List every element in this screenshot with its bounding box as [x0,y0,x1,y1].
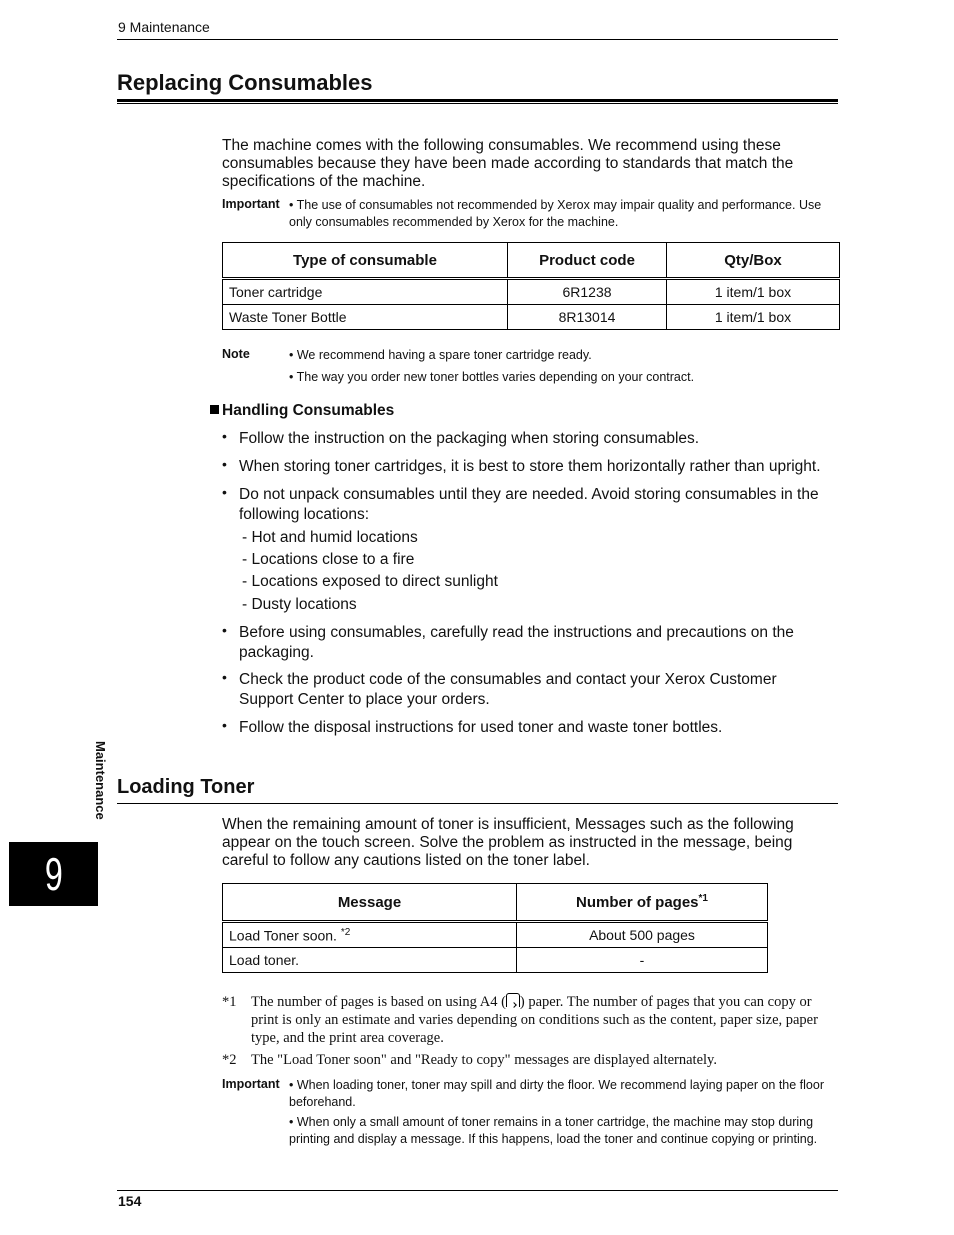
paper-orientation-icon [506,993,520,1007]
running-head: 9 Maintenance [118,19,210,35]
table-cell: 1 item/1 box [667,305,840,330]
toner-intro-paragraph: When the remaining amount of toner is insufficient, Messages such as the following appear on the touch screen. Solve the problem as instructed in the message, being careful to follow any cautions listed on the toner label. [222,816,794,869]
column-header: Product code [508,243,667,279]
bullet-icon: • [222,456,227,472]
table-cell: Waste Toner Bottle [223,305,508,330]
column-header: Qty/Box [667,243,840,279]
footer-rule [117,1190,838,1191]
toner-messages-table [222,883,768,973]
table-header-row [223,884,768,922]
side-tab-label: Maintenance [93,741,108,820]
bullet-icon: • [222,717,227,733]
section-title-rule [117,99,838,104]
column-header: Number of pages$^{*1}$ [517,884,768,922]
note-item: • We recommend having a spare toner cartridge ready. [289,348,592,362]
consumables-table [222,242,840,330]
chapter-tab: 9 [9,842,98,906]
intro-paragraph: The machine comes with the following consumables. We recommend using these consumables because they have been made according to standards that match the specifications of the machine. [222,137,794,190]
bullet-icon: • [222,669,227,685]
table-cell: 8R13014 [508,305,667,330]
location-item: - Dusty locations [242,596,357,613]
footnote-text: The "Load Toner soon" and "Ready to copy" messages are displayed alternately. [251,1052,717,1068]
important-label: Important [222,1077,280,1091]
table-row [223,948,768,973]
important-label: Important [222,197,280,211]
location-item: - Hot and humid locations [242,529,418,546]
location-item: - Locations close to a fire [242,551,415,568]
square-bullet-icon [210,405,219,414]
bullet-icon: • [222,622,227,638]
important-text: • The use of consumables not recommended by Xerox may impair quality and performance. Use only consumables recommended by Xerox for the machine. [289,198,822,229]
table-cell: About 500 pages [517,922,768,948]
handling-consumables-heading: Handling Consumables [210,402,394,420]
table-cell: Toner cartridge [223,279,508,305]
section-title-loading-toner: Loading Toner [117,776,255,798]
footnote-text: The number of pages is based on using A4 ( ) paper. The number of pages that you can copy or print is only an estimate and varies depending on conditions such as the content, paper size, paper type, and the print area coverage. [251,994,818,1046]
header-rule [117,39,838,40]
table-cell: 6R1238 [508,279,667,305]
table-header-row [223,243,840,279]
column-header: Type of consumable [223,243,508,279]
column-header: Message [223,884,517,922]
section-title-rule [117,803,838,804]
bullet-icon: • [222,428,227,444]
table-cell: - [517,948,768,973]
table-row [223,922,768,948]
section-title-replacing-consumables: Replacing Consumables [117,70,373,95]
page-number: 154 [118,1193,142,1209]
footnote-mark: *1 [222,994,237,1010]
table-cell: Load Toner soon. $^{*2}$ [223,922,517,948]
note-item: • The way you order new toner bottles varies depending on your contract. [289,370,695,384]
table-cell: Load toner. [223,948,517,973]
table-row [223,305,840,330]
table-cell: 1 item/1 box [667,279,840,305]
location-item: - Locations exposed to direct sunlight [242,573,498,590]
important-item: • When only a small amount of toner remains in a toner cartridge, the machine may stop during printing and display a message. If this happens, load the toner and continue copying or printing. [289,1115,818,1146]
important-item: • When loading toner, toner may spill and dirty the floor. We recommend laying paper on the floor beforehand. [289,1078,824,1109]
footnote-mark: *2 [222,1052,237,1068]
note-label: Note [222,347,250,361]
bullet-icon: • [222,484,227,500]
table-row [223,279,840,305]
